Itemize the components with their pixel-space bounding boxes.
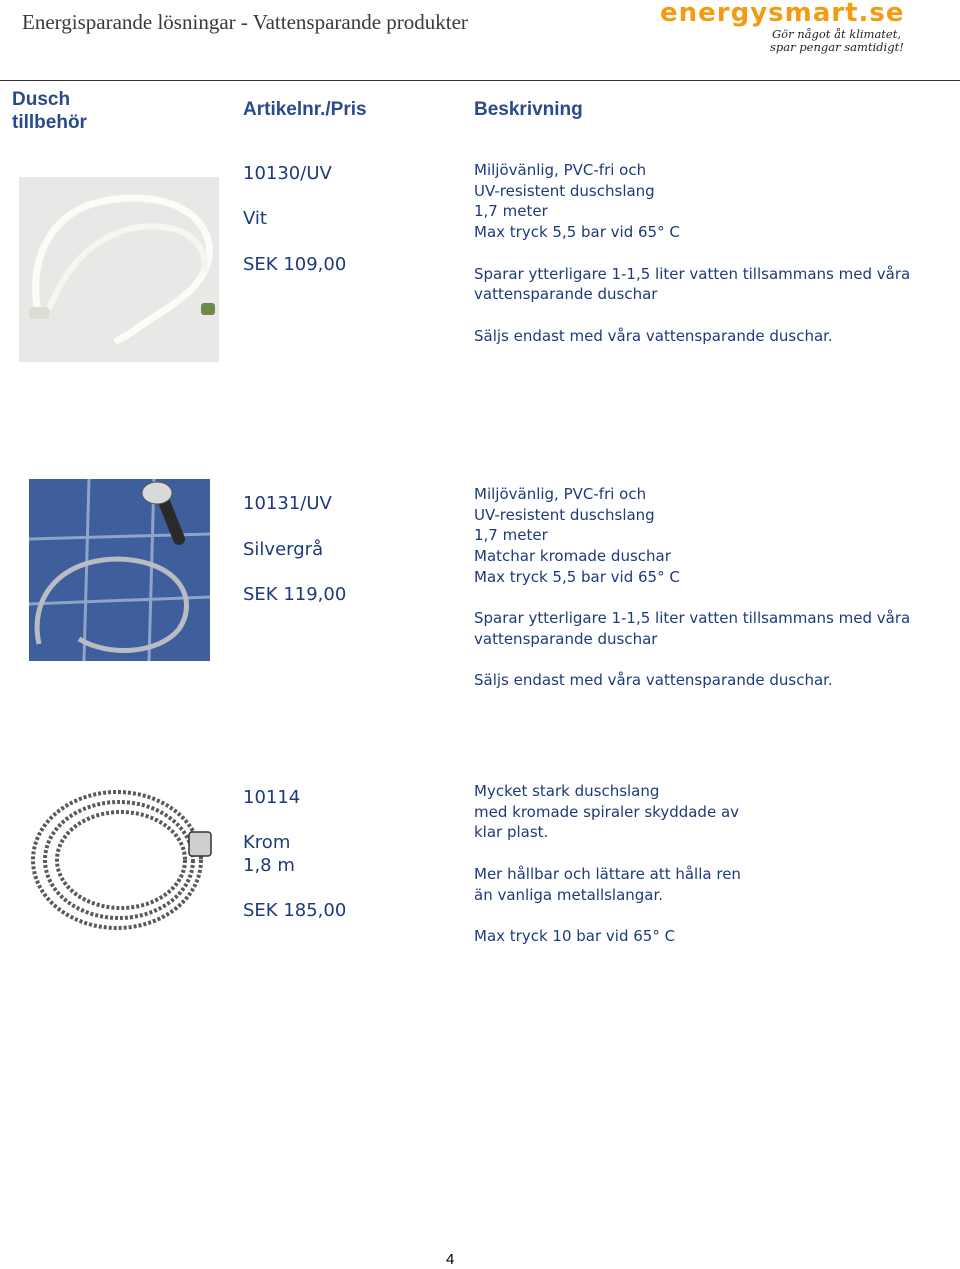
column-header-article-price: Artikelnr./Pris <box>243 99 367 120</box>
product-2-article: 10131/UV <box>243 493 332 514</box>
desc-line: UV-resistent duschslang <box>474 181 655 200</box>
product-3-article: 10114 <box>243 787 301 808</box>
product-image-white-hose <box>19 177 219 362</box>
desc-line: Max tryck 5,5 bar vid 65° C <box>474 223 680 242</box>
product-1-description <box>474 160 944 346</box>
energysmart-logo <box>660 0 905 60</box>
product-3-price: SEK 185,00 <box>243 900 347 921</box>
desc-line: med kromade spiraler skyddade av <box>474 802 740 821</box>
column-header-category: Dusch tillbehör <box>12 89 87 133</box>
product-2-price: SEK 119,00 <box>243 584 347 605</box>
product-image-silver-hose <box>29 479 210 661</box>
desc-line: klar plast. <box>474 823 549 842</box>
desc-line: Mer hållbar och lättare att hålla ren <box>474 864 741 883</box>
desc-line: Mycket stark duschslang <box>474 782 660 800</box>
desc-line: Matchar kromade duschar <box>474 547 671 566</box>
desc-line: Säljs endast med våra vattensparande duschar. <box>474 671 833 690</box>
desc-line: Max tryck 10 bar vid 65° C <box>474 926 676 945</box>
product-3-description <box>474 781 944 947</box>
desc-line: UV-resistent duschslang <box>474 505 655 524</box>
product-2-variant: Silvergrå <box>243 539 324 560</box>
logo-tagline-line-2: spar pengar samtidigt! <box>770 40 904 54</box>
desc-line: Miljövänlig, PVC-fri och <box>474 161 647 179</box>
logo-wordmark: energysmart.se <box>660 0 905 28</box>
desc-line: Miljövänlig, PVC-fri och <box>474 485 647 503</box>
desc-line: Sparar ytterligare 1-1,5 liter vatten tillsammans med våra vattensparande duschar <box>474 609 911 648</box>
logo-tagline-line-1: Gör något åt klimatet, <box>772 27 902 41</box>
product-2-description <box>474 484 944 691</box>
page-number: 4 <box>446 1251 455 1268</box>
desc-line: än vanliga metallslangar. <box>474 885 664 904</box>
desc-line: Säljs endast med våra vattensparande duschar. <box>474 326 833 345</box>
product-image-chrome-hose <box>29 780 214 938</box>
column-header-description: Beskrivning <box>474 99 583 120</box>
header-divider <box>0 80 960 81</box>
desc-line: 1,7 meter <box>474 202 548 221</box>
product-1-price: SEK 109,00 <box>243 254 347 275</box>
product-1-variant: Vit <box>243 208 267 229</box>
product-3-variant: Krom <box>243 832 291 853</box>
desc-line: Max tryck 5,5 bar vid 65° C <box>474 567 680 586</box>
document-title: Energisparande lösningar - Vattensparande produkter <box>22 10 468 34</box>
product-1-article: 10130/UV <box>243 163 332 184</box>
product-3-length: 1,8 m <box>243 855 295 876</box>
desc-line: 1,7 meter <box>474 526 548 545</box>
desc-line: Sparar ytterligare 1-1,5 liter vatten tillsammans med våra vattensparande duschar <box>474 264 911 304</box>
